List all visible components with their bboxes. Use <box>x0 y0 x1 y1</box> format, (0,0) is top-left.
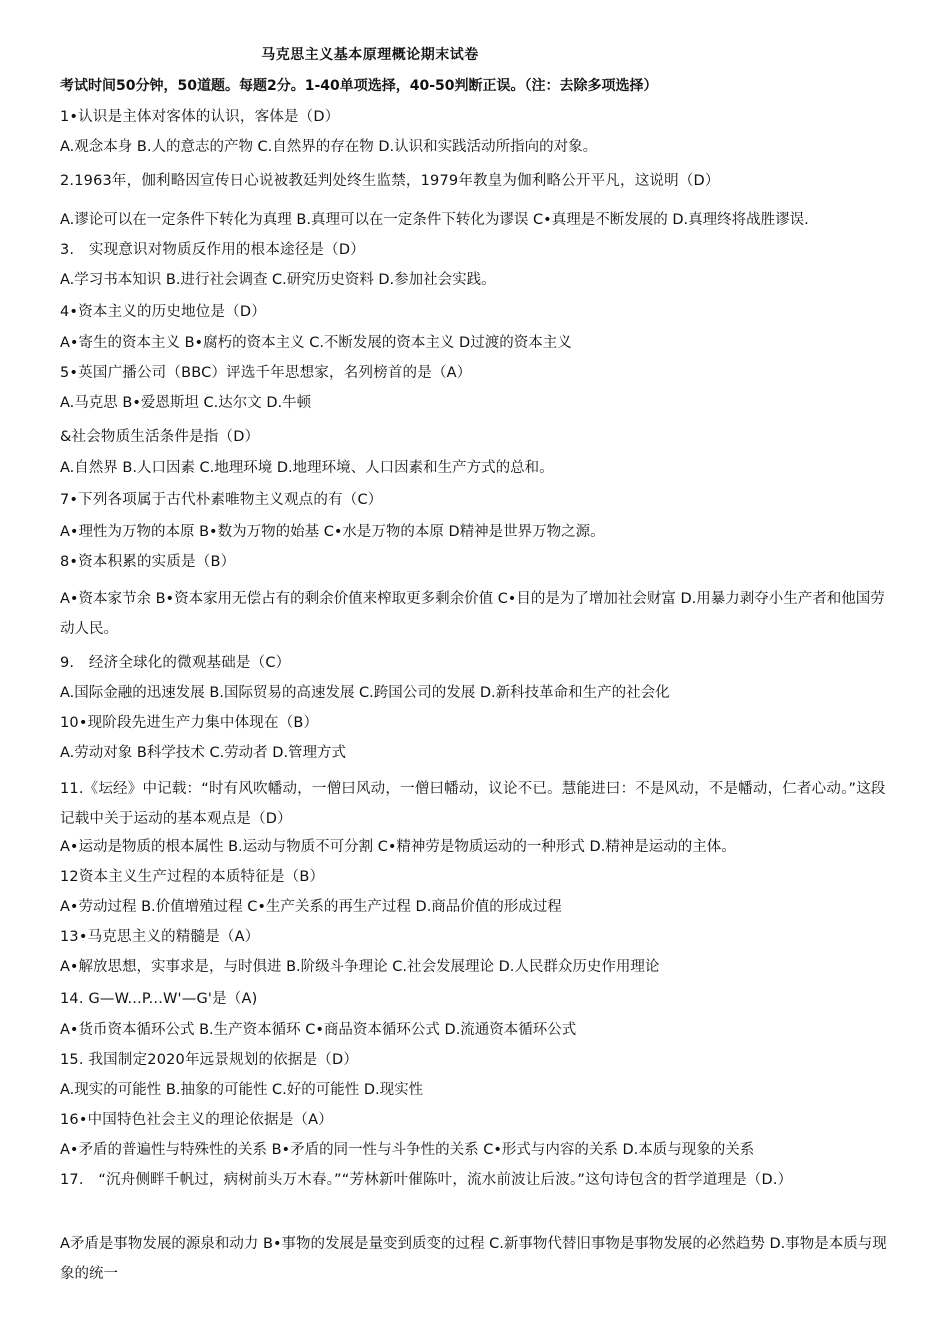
options-1: A.观念本身 B.人的意志的产物 C.自然界的存在物 D.认识和实践活动所指向的对象。 <box>60 139 598 155</box>
options-2: A.谬论可以在一定条件下转化为真理 B.真理可以在一定条件下转化为谬误 C•真理是不断发展的 D.真理终将战胜谬误. <box>60 212 809 228</box>
question-17: 17. “沉舟侧畔千帆过，病树前头万木春。”“芳林新叶催陈叶，流水前波让后波。”这句诗包含的哲学道理是（D.） <box>60 1172 793 1188</box>
question-12: 12资本主义生产过程的本质特征是（B） <box>60 869 325 885</box>
options-14: A•货币资本循环公式 B.生产资本循环 C•商品资本循环公式 D.流通资本循环公式 <box>60 1022 577 1038</box>
options-8: A•资本家节余 B•资本家用无偿占有的剩余价值来榨取更多剩余价值 C•目的是为了增加社会财富 D.用暴力剥夺小生产者和他国劳动人民。 <box>60 591 885 637</box>
options-4: A•寄生的资本主义 B•腐朽的资本主义 C.不断发展的资本主义 D过渡的资本主义 <box>60 335 572 351</box>
question-14: 14. G—W...P...W'—G'是（A) <box>60 991 258 1007</box>
question-3: 3. 实现意识对物质反作用的根本途径是（D） <box>60 242 365 258</box>
options-3: A.学习书本知识 B.进行社会调查 C.研究历史资料 D.参加社会实践。 <box>60 272 496 288</box>
options-9: A.国际金融的迅速发展 B.国际贸易的高速发展 C.跨国公司的发展 D.新科技革命和生产的社会化 <box>60 685 670 701</box>
question-2: 2.1963年，伽利略因宣传日心说被教廷判处终生监禁，1979年教皇为伽利略公开平凡，这说明（D） <box>60 173 720 189</box>
question-10: 10•现阶段先进生产力集中体现在（B） <box>60 715 319 731</box>
question-1: 1•认识是主体对客体的认识，客体是（D） <box>60 109 340 125</box>
question-13: 13•马克思主义的精髓是（A） <box>60 929 260 945</box>
options-16: A•矛盾的普遍性与特殊性的关系 B•矛盾的同一性与斗争性的关系 C•形式与内容的关系 D.本质与现象的关系 <box>60 1142 755 1158</box>
options-12: A•劳动过程 B.价值增殖过程 C•生产关系的再生产过程 D.商品价值的形成过程 <box>60 899 562 915</box>
question-8: 8•资本积累的实质是（B） <box>60 554 236 570</box>
options-17: A矛盾是事物发展的源泉和动力 B•事物的发展是量变到质变的过程 C.新事物代替旧事物是事物发展的必然趋势 D.事物是本质与现象的统一 <box>60 1236 887 1282</box>
options-7: A•理性为万物的本原 B•数为万物的始基 C•水是万物的本原 D精神是世界万物之源。 <box>60 524 605 540</box>
question-4: 4•资本主义的历史地位是（D） <box>60 304 266 320</box>
question-16: 16•中国特色社会主义的理论依据是（A） <box>60 1112 333 1128</box>
options-10: A.劳动对象 B科学技术 C.劳动者 D.管理方式 <box>60 745 347 761</box>
options-5: A.马克思 B•爱恩斯坦 C.达尔文 D.牛顿 <box>60 395 312 411</box>
options-13: A•解放思想，实事求是，与时俱进 B.阶级斗争理论 C.社会发展理论 D.人民群众历史作用理论 <box>60 959 660 975</box>
question-6: &社会物质生活条件是指（D） <box>60 429 260 445</box>
question-5: 5•英国广播公司（BBC）评选千年思想家，名列榜首的是（A） <box>60 365 472 381</box>
options-6: A.自然界 B.人口因素 C.地理环境 D.地理环境、人口因素和生产方式的总和。 <box>60 460 554 476</box>
question-7: 7•下列各项属于古代朴素唯物主义观点的有（C） <box>60 492 383 508</box>
question-9: 9. 经济全球化的微观基础是（C） <box>60 655 291 671</box>
options-15: A.现实的可能性 B.抽象的可能性 C.好的可能性 D.现实性 <box>60 1082 424 1098</box>
exam-instructions: 考试时间50分钟，50道题。每题2分。1-40单项选择，40-50判断正误。（注：去除多项选择） <box>60 78 658 94</box>
document-title: 马克思主义基本原理概论期末试卷 <box>261 47 479 63</box>
question-11: 11.《坛经》中记载：“时有风吹幡动，一僧曰风动，一僧曰幡动，议论不已。慧能进曰：不是风动，不是幡动，仁者心动。”这段记载中关于运动的基本观点是（D） <box>60 781 886 827</box>
options-11: A•运动是物质的根本属性 B.运动与物质不可分割 C•精神劳是物质运动的一种形式 D.精神是运动的主体。 <box>60 839 736 855</box>
question-15: 15. 我国制定2020年远景规划的依据是（D） <box>60 1052 359 1068</box>
